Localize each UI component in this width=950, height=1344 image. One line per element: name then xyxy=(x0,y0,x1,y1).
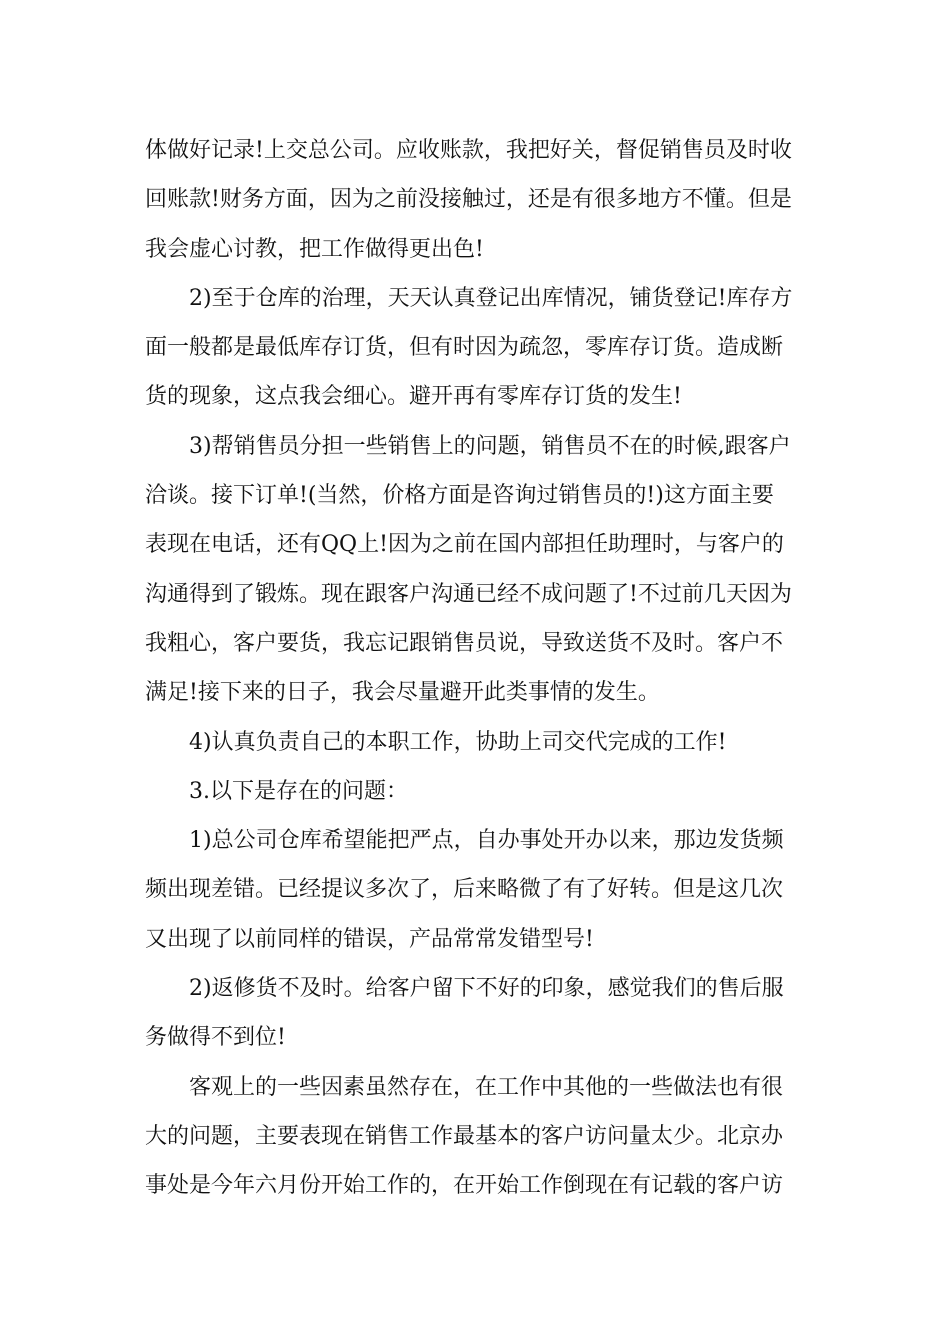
document-body xyxy=(145,126,810,1211)
text-line: 货的现象，这点我会细心。避开再有零库存订货的发生! xyxy=(145,384,682,410)
text-line: 我会虚心讨教，把工作做得更出色! xyxy=(145,236,484,262)
text-line: 客观上的一些因素虽然存在，在工作中其他的一些做法也有很 xyxy=(189,1074,784,1100)
text-line: 体做好记录!上交总公司。应收账款，我把好关，督促销售员及时收 xyxy=(145,138,792,163)
text-line: 又出现了以前同样的错误，产品常常发错型号! xyxy=(145,926,594,952)
text-line: 3)帮销售员分担一些销售上的问题，销售员不在的时候,跟客户 xyxy=(189,433,791,459)
text-line: 4)认真负责自己的本职工作，协助上司交代完成的工作! xyxy=(189,729,727,755)
text-line: 事处是今年六月份开始工作的，在开始工作倒现在有记载的客户访 xyxy=(145,1173,784,1199)
text-line: 表现在电话，还有QQ上!因为之前在国内部担任助理时，与客户的 xyxy=(145,532,784,558)
text-line: 2)返修货不及时。给客户留下不好的印象，感觉我们的售后服 xyxy=(189,976,784,1002)
text-line: 大的问题，主要表现在销售工作最基本的客户访问量太少。北京办 xyxy=(145,1123,784,1149)
text-line: 2)至于仓库的治理，天天认真登记出库情况，铺货登记!库存方 xyxy=(189,285,793,311)
text-line: 面一般都是最低库存订货，但有时因为疏忽，零库存订货。造成断 xyxy=(145,335,784,361)
text-line: 频出现差错。已经提议多次了，后来略微了有了好转。但是这几次 xyxy=(145,877,784,903)
text-line: 洽谈。接下订单!(当然，价格方面是咨询过销售员的!)这方面主要 xyxy=(145,483,774,509)
text-line: 满足!接下来的日子，我会尽量避开此类事情的发生。 xyxy=(145,680,660,706)
text-line: 回账款!财务方面，因为之前没接触过，还是有很多地方不懂。但是 xyxy=(145,187,792,213)
text-line: 务做得不到位! xyxy=(145,1025,286,1051)
text-line: 我粗心，客户要货，我忘记跟销售员说，导致送货不及时。客户不 xyxy=(145,630,784,656)
text-line: 3.以下是存在的问题： xyxy=(189,778,408,804)
text-line: 沟通得到了锻炼。现在跟客户沟通已经不成问题了!不过前几天因为 xyxy=(145,581,792,607)
text-line: 1)总公司仓库希望能把严点，自办事处开办以来，那边发货频 xyxy=(189,828,784,854)
